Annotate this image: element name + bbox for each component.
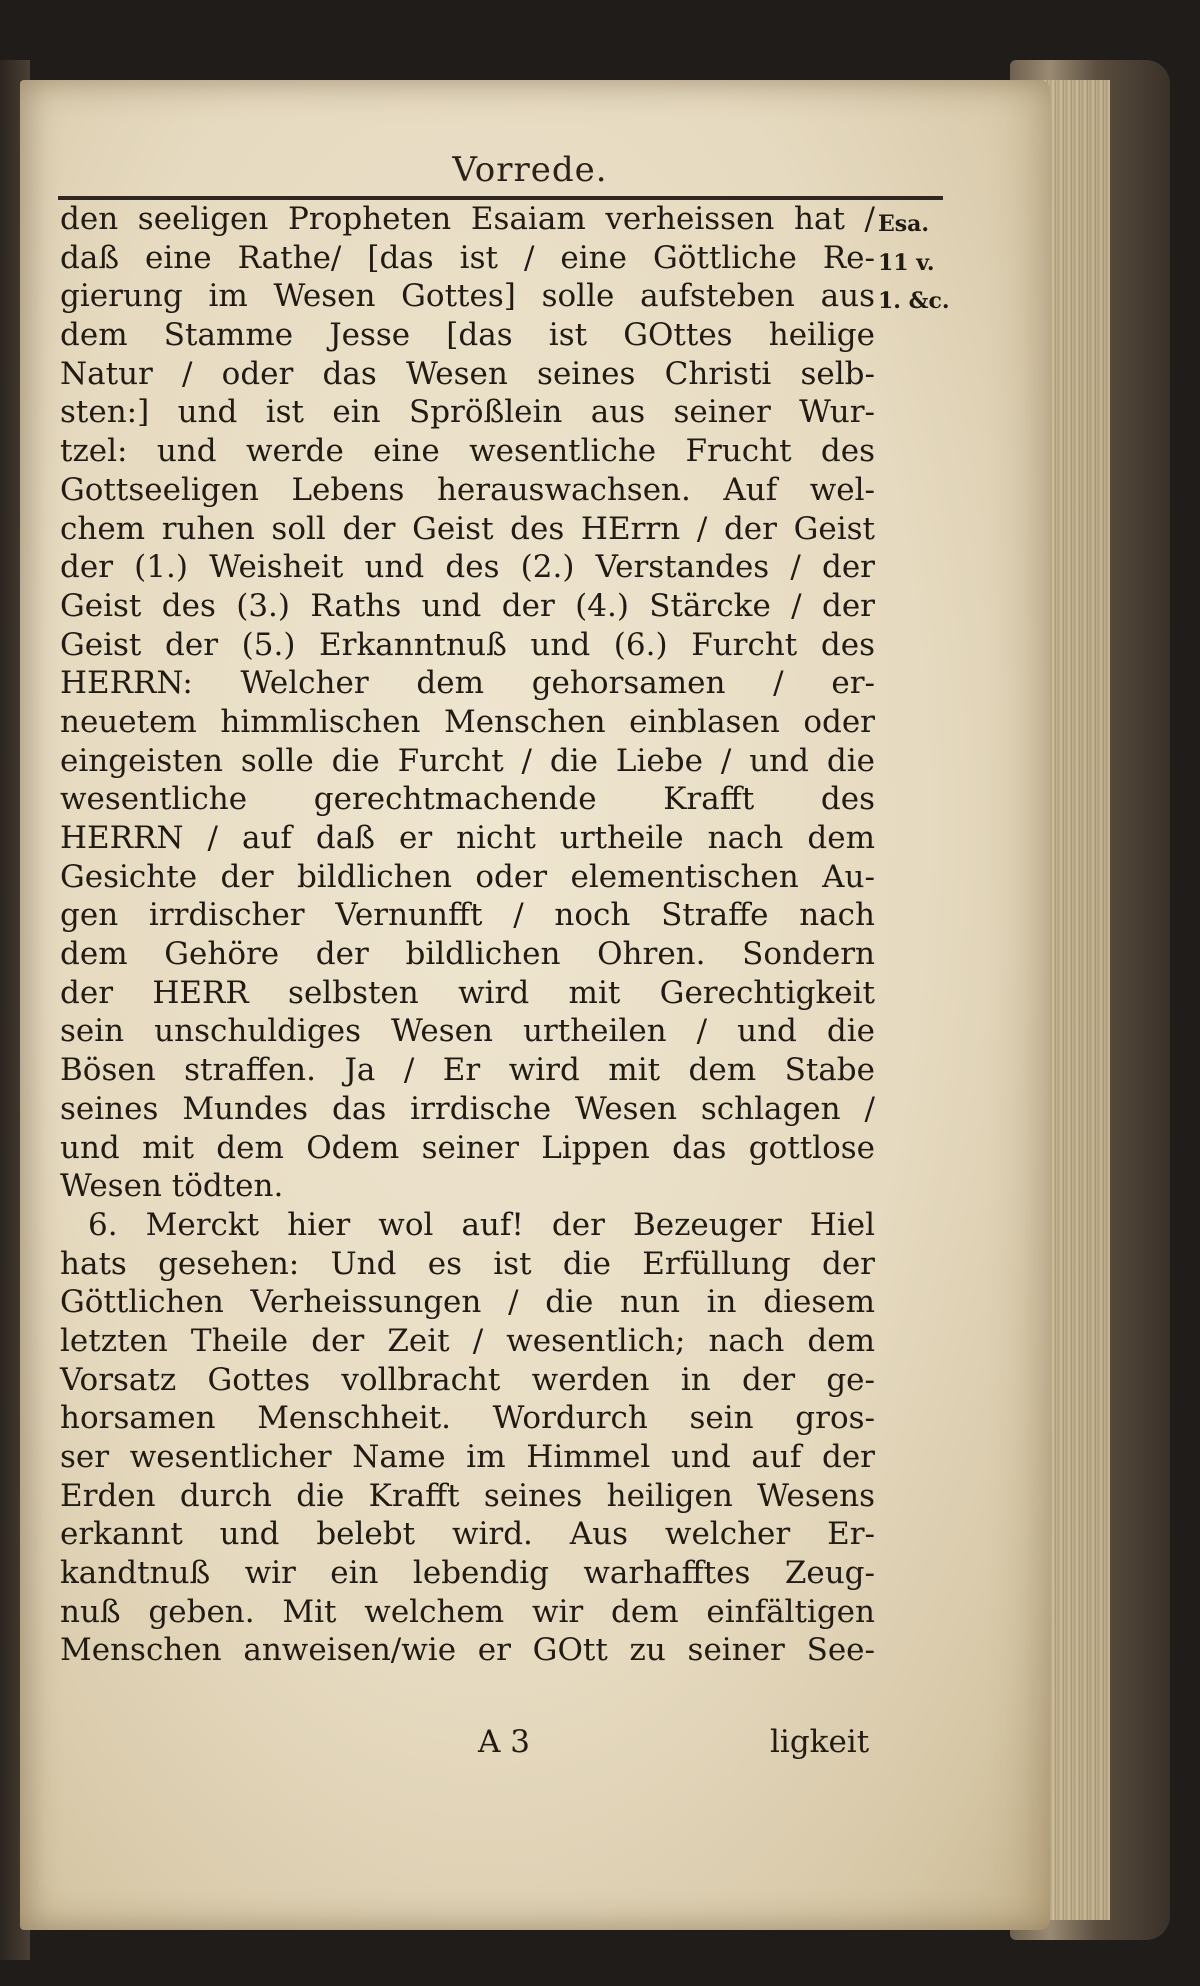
text-line: Menschen anweisen/wie er GOtt zu seiner See- — [60, 1632, 875, 1669]
margin-reference-line: 1. &c. — [878, 288, 950, 315]
text-line: HERRN / auf daß er nicht urtheile nach dem — [60, 820, 875, 856]
text-line: Wesen tödten. — [60, 1168, 284, 1205]
text-line: den seeligen Propheten Esaiam verheissen hat / — [60, 201, 875, 237]
text-line: Bösen straffen. Ja / Er wird mit dem Stabe — [60, 1052, 875, 1089]
text-line: Göttlichen Verheissungen / die nun in diesem — [60, 1284, 875, 1321]
text-line: daß eine Rathe/ [das ist / eine Göttliche Re- — [60, 239, 875, 276]
text-line: kandtnuß wir ein lebendig warhafftes Zeug- — [60, 1555, 875, 1592]
text-line: Vorsatz Gottes vollbracht werden in der ge- — [60, 1361, 875, 1398]
text-line: Erden durch die Krafft seines heiligen Wesens — [60, 1477, 875, 1514]
text-line: neuetem himmlischen Menschen einblasen oder — [60, 703, 875, 740]
text-line: chem ruhen soll der Geist des HErrn / der Geist — [60, 510, 875, 547]
text-line: nuß geben. Mit welchem wir dem einfältigen — [60, 1593, 875, 1630]
margin-reference-line: 11 v. — [878, 249, 935, 276]
text-line: gen irrdischer Vernunfft / noch Straffe nach — [60, 897, 875, 934]
text-line: dem Gehöre der bildlichen Ohren. Sondern — [60, 936, 875, 973]
page-block-edges — [1040, 80, 1110, 1920]
text-line: erkannt und belebt wird. Aus welcher Er- — [60, 1516, 875, 1553]
text-line: sein unschuldiges Wesen urtheilen / und die — [60, 1013, 875, 1050]
text-line: der HERR selbsten wird mit Gerechtigkeit — [60, 974, 875, 1011]
margin-reference-line: Esa. — [878, 211, 930, 237]
text-line: HERRN: Welcher dem gehorsamen / er- — [60, 665, 875, 702]
running-header: Vorrede. — [452, 150, 608, 190]
text-line: Geist des (3.) Raths und der (4.) Stärcke / der — [60, 587, 875, 624]
text-line: letzten Theile der Zeit / wesentlich; nach dem — [60, 1322, 875, 1359]
text-line: gierung im Wesen Gottes] solle aufsteben aus — [60, 278, 875, 315]
text-line: seines Mundes das irrdische Wesen schlagen / — [60, 1090, 875, 1127]
body-text — [60, 200, 875, 1670]
text-line: ser wesentlicher Name im Himmel und auf der — [60, 1439, 875, 1475]
text-line: und mit dem Odem seiner Lippen das gottlose — [60, 1129, 875, 1166]
text-line: hats gesehen: Und es ist die Erfüllung der — [60, 1245, 875, 1282]
catchword: ligkeit — [770, 1724, 870, 1760]
text-line: tzel: und werde eine wesentliche Frucht des — [60, 433, 875, 470]
text-line: der (1.) Weisheit und des (2.) Verstandes / der — [60, 549, 875, 586]
text-line: Geist der (5.) Erkanntnuß und (6.) Furcht des — [60, 626, 875, 663]
text-line: Gesichte der bildlichen oder elementischen Au- — [60, 858, 875, 895]
text-line: 6. Merckt hier wol auf! der Bezeuger Hiel — [88, 1206, 875, 1243]
text-line: Gottseeligen Lebens herauswachsen. Auf wel- — [60, 471, 875, 508]
margin-reference — [878, 205, 958, 321]
text-line: sten:] und ist ein Sprößlein aus seiner Wur- — [60, 394, 875, 431]
signature-mark: A 3 — [478, 1724, 530, 1760]
text-line: horsamen Menschheit. Wordurch sein gros- — [60, 1400, 875, 1437]
text-line: eingeisten solle die Furcht / die Liebe / und die — [60, 742, 875, 779]
text-line: Natur / oder das Wesen seines Christi selb- — [60, 355, 875, 392]
text-line: dem Stamme Jesse [das ist GOttes heilige — [60, 317, 875, 354]
text-line: wesentliche gerechtmachende Krafft des — [60, 781, 875, 818]
